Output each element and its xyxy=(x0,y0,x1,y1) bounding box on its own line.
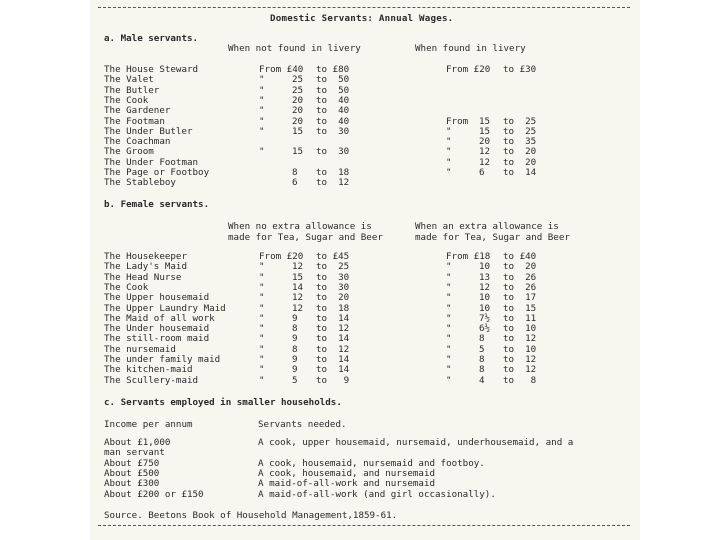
male-col-a-prefix: " xyxy=(259,115,265,127)
female-col-a-to: to 14 xyxy=(316,333,350,345)
female-col-b-from: 8 xyxy=(479,354,485,365)
male-col-b-from: 12 xyxy=(479,146,491,158)
male-col-b-from: 15 xyxy=(479,115,491,127)
male-col-b-prefix: " xyxy=(446,125,452,137)
household-servants: A maid-of-all-work and nursemaid xyxy=(258,478,436,490)
female-col-a-from: 8 xyxy=(292,343,298,355)
female-col-b-prefix: " xyxy=(446,333,452,345)
male-row xyxy=(104,178,624,188)
male-col-a-prefix: " xyxy=(259,94,265,106)
female-role-label: The Under housemaid xyxy=(104,323,210,335)
female-col-b-prefix: " xyxy=(446,281,452,293)
male-col-a-prefix: " xyxy=(259,84,265,96)
male-col-b-to: to £30 xyxy=(503,64,537,75)
document-page xyxy=(90,0,640,540)
female-role-label: The Upper housemaid xyxy=(104,292,210,304)
female-col-b-to: to 11 xyxy=(503,312,537,324)
female-col-b-to: to 12 xyxy=(503,354,537,365)
male-col-a-from: 25 xyxy=(292,84,304,96)
female-col-b-from: 4 xyxy=(479,374,485,386)
female-col-b-prefix: " xyxy=(446,354,452,365)
male-col-b-prefix: " xyxy=(446,167,452,178)
female-col-a-prefix: " xyxy=(259,323,265,335)
female-col-b-from: 6½ xyxy=(479,323,491,335)
female-col-a-to: to 14 xyxy=(316,354,350,365)
female-col-a-to: to 12 xyxy=(316,323,350,335)
female-col-a-from: 9 xyxy=(292,364,298,376)
male-role-label: The Stableboy xyxy=(104,177,176,189)
male-role-label: The Footman xyxy=(104,115,165,127)
male-row xyxy=(104,65,624,75)
female-col-a-prefix: " xyxy=(259,281,265,293)
female-col-b-to: to £40 xyxy=(503,251,537,262)
household-row xyxy=(104,438,624,448)
male-col-a-prefix: " xyxy=(259,125,265,137)
female-role-label: The Lady's Maid xyxy=(104,261,187,273)
female-col-b-to: to 12 xyxy=(503,364,537,376)
female-role-label: The under family maid xyxy=(104,354,221,365)
male-col-b-to: to 14 xyxy=(503,167,537,178)
female-col-a-prefix: " xyxy=(259,302,265,314)
female-col-a-from: 12 xyxy=(292,302,304,314)
female-col-a-prefix: " xyxy=(259,333,265,345)
household-income: About £500 xyxy=(104,467,160,479)
source-note: Source. Beetons Book of Household Management,1859-61. xyxy=(104,510,398,521)
female-role-label: The Maid of all work xyxy=(104,312,215,324)
male-col-b-from: 15 xyxy=(479,125,491,137)
male-col-b-from: 6 xyxy=(479,167,485,178)
female-col-b-prefix: " xyxy=(446,271,452,283)
female-col-b-to: to 15 xyxy=(503,302,537,314)
male-row xyxy=(104,168,624,178)
female-col-a-from: 9 xyxy=(292,312,298,324)
male-role-label: The House Steward xyxy=(104,64,199,75)
male-role-label: The Gardener xyxy=(104,105,171,117)
male-col-b-from: 12 xyxy=(479,156,491,168)
female-col-a-prefix: " xyxy=(259,374,265,386)
female-col-b-to: to 17 xyxy=(503,292,537,304)
female-col-b-prefix: " xyxy=(446,323,452,335)
female-role-label: The Housekeeper xyxy=(104,251,187,262)
female-col-a-to: to 20 xyxy=(316,292,350,304)
female-row xyxy=(104,273,624,283)
household-income: man servant xyxy=(104,447,165,459)
female-role-label: The nursemaid xyxy=(104,343,176,355)
female-col-a-to: to 30 xyxy=(316,271,350,283)
household-income: About £1,000 xyxy=(104,437,171,448)
female-col-b-to: to 10 xyxy=(503,343,537,355)
male-col-a-to: to 50 xyxy=(316,84,350,96)
household-income: About £750 xyxy=(104,457,160,469)
female-role-label: The Scullery-maid xyxy=(104,374,199,386)
male-col-a-to: to 40 xyxy=(316,94,350,106)
female-col-a-to: to 14 xyxy=(316,312,350,324)
section-households-heading: c. Servants employed in smaller households. xyxy=(104,397,342,408)
households-col-servants: Servants needed. xyxy=(258,419,347,430)
male-role-label: The Butler xyxy=(104,84,160,96)
male-role-label: The Cook xyxy=(104,94,149,106)
female-col-a-from: 14 xyxy=(292,281,304,293)
male-col-b-prefix: From £20 xyxy=(446,64,491,75)
female-row xyxy=(104,262,624,272)
male-role-label: The Under Butler xyxy=(104,125,193,137)
female-col-a-to: to £45 xyxy=(316,251,350,262)
male-col-b-from: 20 xyxy=(479,136,491,148)
female-col-a-from: 12 xyxy=(292,292,304,304)
male-col-a-prefix: " xyxy=(259,74,265,86)
female-col-a-from: 9 xyxy=(292,333,298,345)
male-col-a-to: to 12 xyxy=(316,177,350,189)
male-col-b-to: to 20 xyxy=(503,146,537,158)
male-role-label: The Coachman xyxy=(104,136,171,148)
female-col-b-prefix: " xyxy=(446,292,452,304)
male-col-b-prefix: " xyxy=(446,146,452,158)
female-col-a-from: 12 xyxy=(292,261,304,273)
female-col-b-prefix: " xyxy=(446,364,452,376)
male-col-b-to: to 20 xyxy=(503,156,537,168)
household-row xyxy=(104,490,624,500)
female-col-a-line2: made for Tea, Sugar and Beer xyxy=(228,232,383,243)
male-col-a-from: 20 xyxy=(292,105,304,117)
female-col-b-to: to 26 xyxy=(503,281,537,293)
female-col-a-from: 15 xyxy=(292,271,304,283)
female-col-a-to: to 25 xyxy=(316,261,350,273)
female-col-a-prefix: " xyxy=(259,292,265,304)
female-col-b-from: 5 xyxy=(479,343,485,355)
female-col-b-prefix: " xyxy=(446,343,452,355)
female-col-b-from: 10 xyxy=(479,292,491,304)
female-col-a-from: 5 xyxy=(292,374,298,386)
female-col-b-prefix: " xyxy=(446,302,452,314)
male-col-b-prefix: From xyxy=(446,115,469,127)
male-role-label: The Valet xyxy=(104,74,154,86)
female-col-b-from: 8 xyxy=(479,333,485,345)
female-row xyxy=(104,376,624,386)
female-col-b-from: 7½ xyxy=(479,312,491,324)
household-income: About £200 or £150 xyxy=(104,488,204,500)
male-col-a-prefix: " xyxy=(259,146,265,158)
female-role-label: The still-room maid xyxy=(104,333,210,345)
female-col-a-prefix: " xyxy=(259,343,265,355)
male-col-a-from: 8 xyxy=(292,167,298,178)
male-row xyxy=(104,96,624,106)
female-col-a-prefix: " xyxy=(259,271,265,283)
female-col-b-from: 8 xyxy=(479,364,485,376)
female-col-b-line2: made for Tea, Sugar and Beer xyxy=(415,232,570,243)
female-col-a-prefix: " xyxy=(259,261,265,273)
male-col-a-from: 6 xyxy=(292,177,298,189)
female-col-b-to: to 26 xyxy=(503,271,537,283)
male-col-a-to: to 40 xyxy=(316,115,350,127)
male-col-a-to: to 50 xyxy=(316,74,350,86)
female-col-b-to: to 10 xyxy=(503,323,537,335)
female-col-a-to: to 14 xyxy=(316,364,350,376)
female-col-b-from: 13 xyxy=(479,271,491,283)
female-col-b-to: to 20 xyxy=(503,261,537,273)
section-male-heading: a. Male servants. xyxy=(104,33,199,44)
female-col-b-from: 10 xyxy=(479,302,491,314)
female-col-a-line1: When no extra allowance is xyxy=(228,221,372,232)
section-female-heading: b. Female servants. xyxy=(104,199,210,210)
household-income: About £300 xyxy=(104,478,160,490)
female-col-b-from: 12 xyxy=(479,281,491,293)
male-col-a-from: 20 xyxy=(292,115,304,127)
female-row xyxy=(104,334,624,344)
female-col-a-prefix: From £20 xyxy=(259,251,304,262)
female-col-b-prefix: " xyxy=(446,374,452,386)
female-col-a-to: to 30 xyxy=(316,281,350,293)
female-col-a-prefix: " xyxy=(259,312,265,324)
female-col-a-prefix: " xyxy=(259,354,265,365)
male-col-in-livery: When found in livery xyxy=(415,43,526,54)
household-servants: A cook, upper housemaid, nursemaid, underhousemaid, and a xyxy=(258,437,574,448)
male-col-b-prefix: " xyxy=(446,156,452,168)
male-col-b-to: to 25 xyxy=(503,115,537,127)
male-col-b-to: to 35 xyxy=(503,136,537,148)
female-col-a-from: 8 xyxy=(292,323,298,335)
male-row xyxy=(104,106,624,116)
female-role-label: The Cook xyxy=(104,281,149,293)
female-role-label: The Upper Laundry Maid xyxy=(104,302,226,314)
male-row xyxy=(104,75,624,85)
female-col-b-prefix: From £18 xyxy=(446,251,491,262)
male-col-a-from: 20 xyxy=(292,94,304,106)
female-col-b-from: 10 xyxy=(479,261,491,273)
male-role-label: The Groom xyxy=(104,146,154,158)
female-col-b-line1: When an extra allowance is xyxy=(415,221,559,232)
top-rule xyxy=(98,7,630,8)
female-col-a-to: to 12 xyxy=(316,343,350,355)
female-col-b-prefix: " xyxy=(446,261,452,273)
document-title: Domestic Servants: Annual Wages. xyxy=(270,13,454,24)
female-col-a-to: to 18 xyxy=(316,302,350,314)
male-col-a-prefix: From £40 xyxy=(259,64,304,75)
households-col-income: Income per annum xyxy=(104,419,193,430)
male-col-a-to: to 40 xyxy=(316,105,350,117)
male-col-a-prefix: " xyxy=(259,105,265,117)
bottom-rule xyxy=(98,525,630,526)
female-role-label: The kitchen-maid xyxy=(104,364,193,376)
female-col-b-prefix: " xyxy=(446,312,452,324)
male-col-a-to: to 18 xyxy=(316,167,350,178)
male-row xyxy=(104,86,624,96)
male-col-b-prefix: " xyxy=(446,136,452,148)
male-col-a-to: to £80 xyxy=(316,64,350,75)
male-col-not-in-livery: When not found in livery xyxy=(228,43,361,54)
female-col-a-prefix: " xyxy=(259,364,265,376)
female-col-b-to: to 8 xyxy=(503,374,537,386)
household-servants: A cook, housemaid, nursemaid and footboy. xyxy=(258,457,485,469)
female-role-label: The Head Nurse xyxy=(104,271,182,283)
male-row xyxy=(104,137,624,147)
male-col-a-to: to 30 xyxy=(316,125,350,137)
male-col-a-from: 15 xyxy=(292,125,304,137)
male-col-b-to: to 25 xyxy=(503,125,537,137)
male-col-a-from: 15 xyxy=(292,146,304,158)
male-role-label: The Page or Footboy xyxy=(104,167,210,178)
household-servants: A cook, housemaid, and nursemaid xyxy=(258,467,436,479)
household-servants: A maid-of-all-work (and girl occasionally). xyxy=(258,488,496,500)
male-role-label: The Under Footman xyxy=(104,156,199,168)
male-col-a-from: 25 xyxy=(292,74,304,86)
male-row xyxy=(104,127,624,137)
female-col-a-to: to 9 xyxy=(316,374,350,386)
female-col-b-to: to 12 xyxy=(503,333,537,345)
female-col-a-from: 9 xyxy=(292,354,298,365)
male-col-a-to: to 30 xyxy=(316,146,350,158)
